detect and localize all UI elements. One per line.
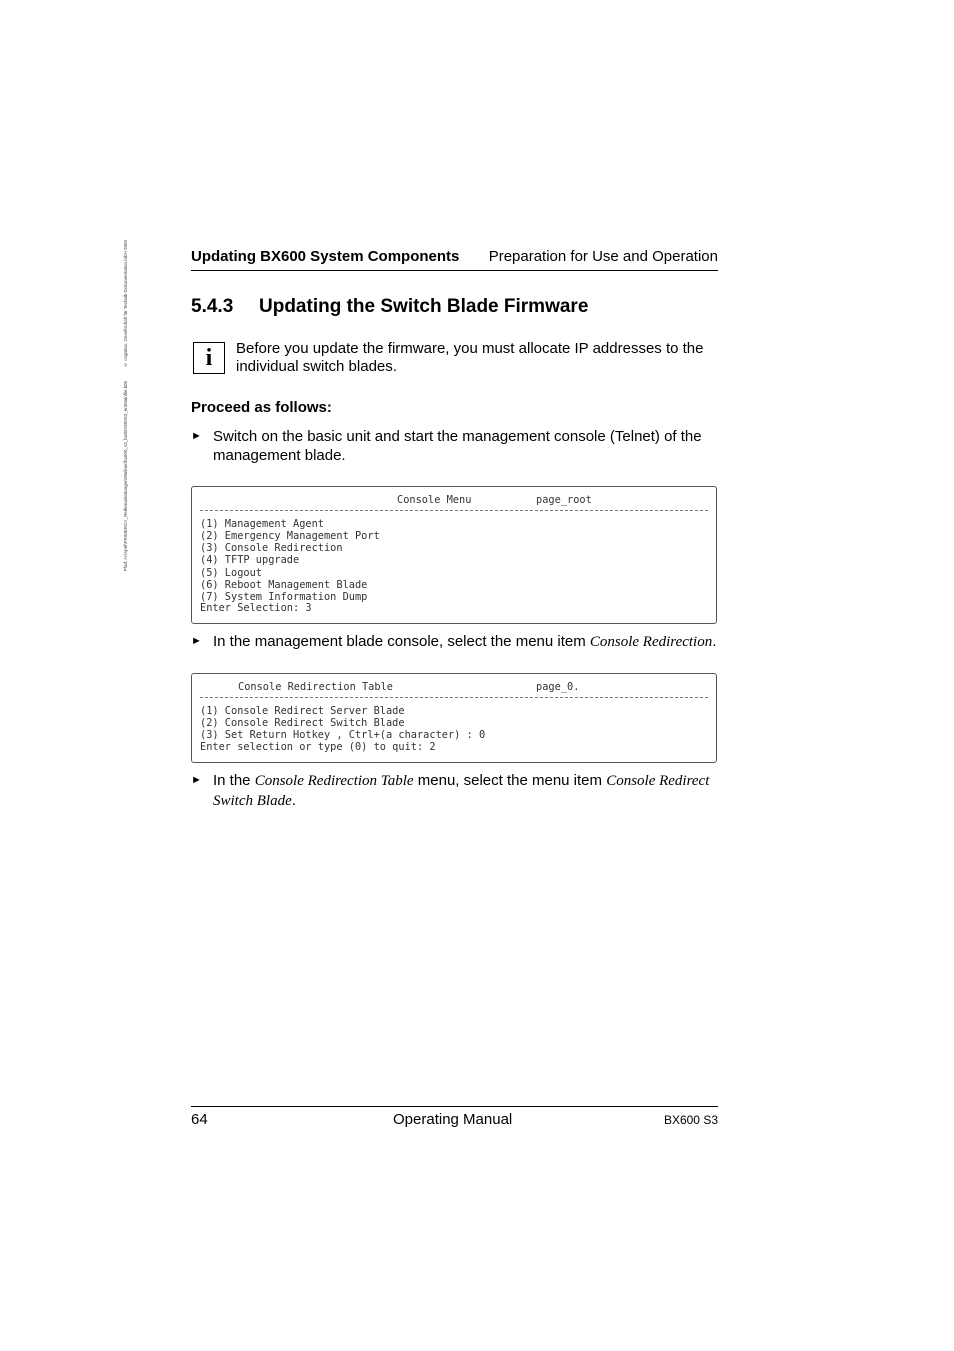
manual-title: Operating Manual	[393, 1111, 513, 1128]
console-redirection-prompt: Enter selection or type (0) to quit: 2	[200, 741, 436, 753]
info-icon: i	[193, 342, 225, 374]
menu-item-reference: Console Redirection	[589, 634, 713, 650]
console-menu-item: (5) Logout	[200, 567, 262, 579]
step-2-suffix: .	[712, 633, 717, 650]
menu-item-reference: Console Redirect Switch Blade	[213, 773, 710, 809]
console-menu-prompt: Enter Selection: 3	[200, 602, 312, 614]
section-number: 5.4.3	[191, 296, 234, 317]
console-menu-screen	[191, 486, 717, 624]
console-divider	[200, 510, 708, 511]
page-footer	[191, 1106, 718, 1131]
console-redirection-item: (2) Console Redirect Switch Blade	[200, 717, 405, 729]
section-title: Updating the Switch Blade Firmware	[259, 296, 589, 317]
page-header	[191, 246, 718, 271]
console-menu-item: (4) TFTP upgrade	[200, 554, 300, 566]
bullet-arrow-icon: ►	[191, 430, 202, 442]
console-menu-item: (2) Emergency Management Port	[200, 530, 380, 542]
console-menu-item: (1) Management Agent	[200, 518, 324, 530]
console-divider	[200, 697, 708, 698]
side-copyright-note	[120, 240, 132, 665]
info-note: Before you update the firmware, you must allocate IP addresses to the individual switch blades.	[236, 340, 704, 375]
bullet-arrow-icon: ►	[191, 774, 202, 786]
menu-reference: Console Redirection Table	[254, 773, 414, 789]
step-2-text	[213, 632, 718, 652]
step-3-suffix: .	[291, 792, 296, 809]
step-2-prefix: In the management blade console, select the menu item	[213, 633, 590, 650]
copyright-text: © cognitas. Gesellschaft für Technik-Dokumentation mbH 2009	[123, 240, 128, 367]
console-menu-item: (3) Console Redirection	[200, 542, 343, 554]
console-redirection-screen	[191, 673, 717, 763]
header-chapter-title: Updating BX600 System Components	[191, 248, 460, 265]
step-3-prefix: In the	[213, 772, 255, 789]
console-menu-page: page_root	[536, 494, 592, 506]
step-1-text: Switch on the basic unit and start the management console (Telnet) of the management blade.	[213, 428, 702, 464]
console-menu-item: (7) System Information Dump	[200, 591, 368, 603]
console-redirection-title: Console Redirection Table	[238, 681, 393, 693]
proceed-label: Proceed as follows:	[191, 399, 332, 416]
header-section-title: Preparation for Use and Operation	[488, 248, 718, 265]
console-redirection-item: (1) Console Redirect Server Blade	[200, 705, 405, 717]
console-redirection-item: (3) Set Return Hotkey , Ctrl+(a character) : 0	[200, 729, 486, 741]
bullet-arrow-icon: ►	[191, 635, 202, 647]
step-3-text	[213, 771, 718, 811]
section-heading	[191, 296, 588, 318]
console-menu-item: (6) Reboot Management Blade	[200, 579, 368, 591]
file-path-text: Pfad: H:\April\PRIMERGY_Reihenanleitungen\Wallner\bx600_s3_bw\BX600S3_en\Mainfile.k05	[123, 380, 128, 572]
step-3-middle: menu, select the menu item	[413, 772, 607, 789]
console-redirection-page: page_0.	[536, 681, 580, 693]
product-name: BX600 S3	[663, 1113, 718, 1127]
page-number: 64	[191, 1111, 208, 1128]
console-menu-title: Console Menu	[397, 494, 472, 506]
